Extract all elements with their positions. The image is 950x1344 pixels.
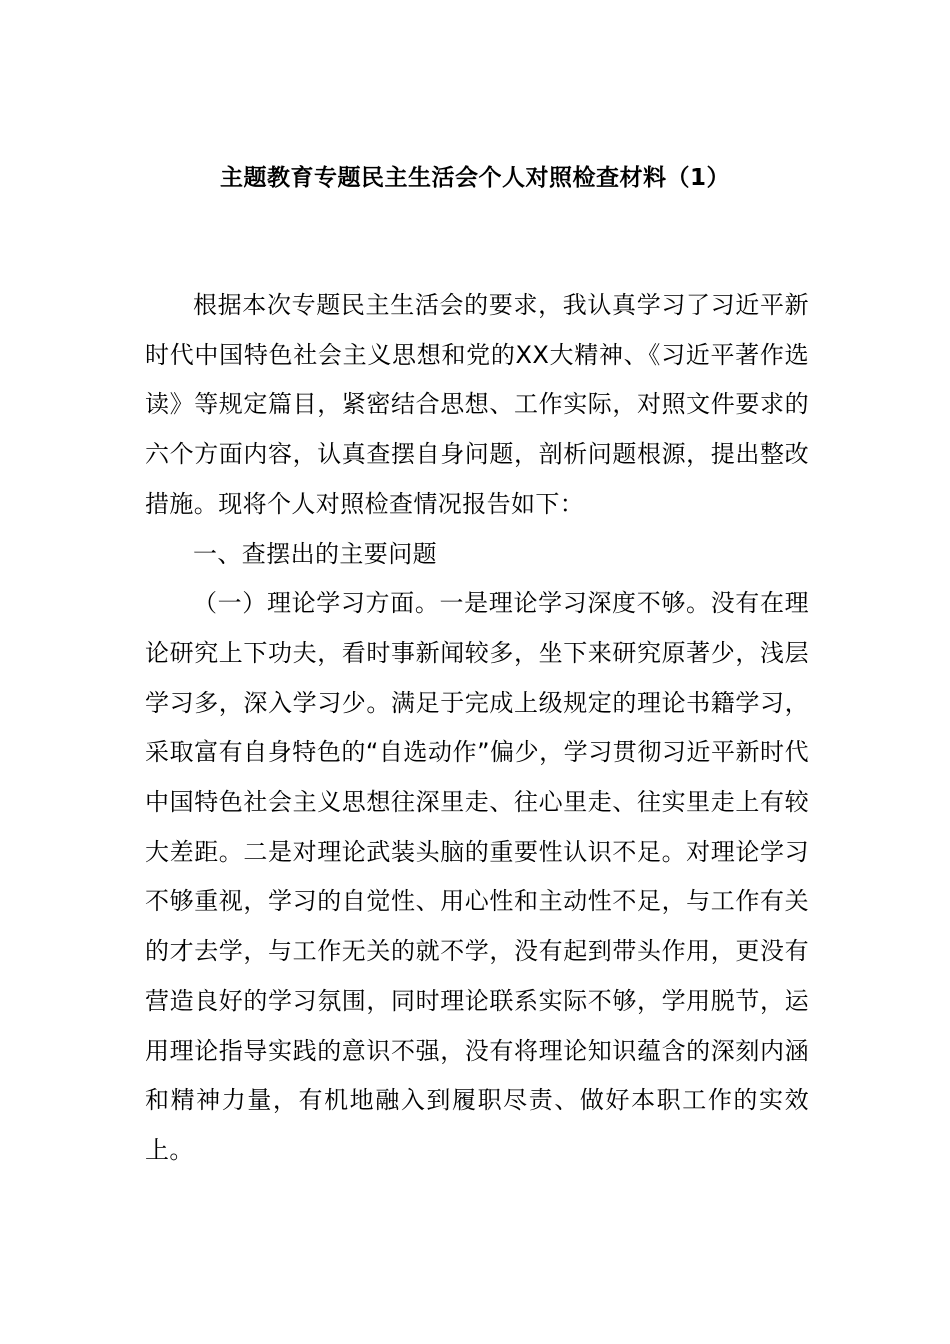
section-heading: 一、查摆出的主要问题 xyxy=(193,539,437,568)
theory-study-paragraph: （一）理论学习方面。一是理论学习深度不够。没有在理论研究上下功夫，看时事新闻较多，坐下来研究原著少，浅层学习多，深入学习少。满足于完成上级规定的理论书籍学习，采取富有自身特色的“自选动作”偏少，学习贯彻习近平新时代中国特色社会主义思想往深里走、往心里走、往实里走上有较大差距。二是对理论武装头脑的重要性认识不足。对理论学习不够重视，学习的自觉性、用心性和主动性不足，与工作有关的才去学，与工作无关的就不学，没有起到带头作用，更没有营造良好的学习氛围，同时理论联系实际不够，学用脱节，运用理论指导实践的意识不强，没有将理论知识蕴含的深刻内涵和精神力量，有机地融入到履职尽责、做好本职工作的实效上。 xyxy=(145,589,809,1164)
document-title: 主题教育专题民主生活会个人对照检查材料（1） xyxy=(219,165,730,191)
document-body xyxy=(145,281,809,1176)
intro-paragraph: 根据本次专题民主生活会的要求，我认真学习了习近平新时代中国特色社会主义思想和党的XX大精神、《习近平著作选读》等规定篇目，紧密结合思想、工作实际，对照文件要求的六个方面内容，认真查摆自身问题，剖析问题根源，提出整改措施。现将个人对照检查情况报告如下： xyxy=(145,291,809,518)
